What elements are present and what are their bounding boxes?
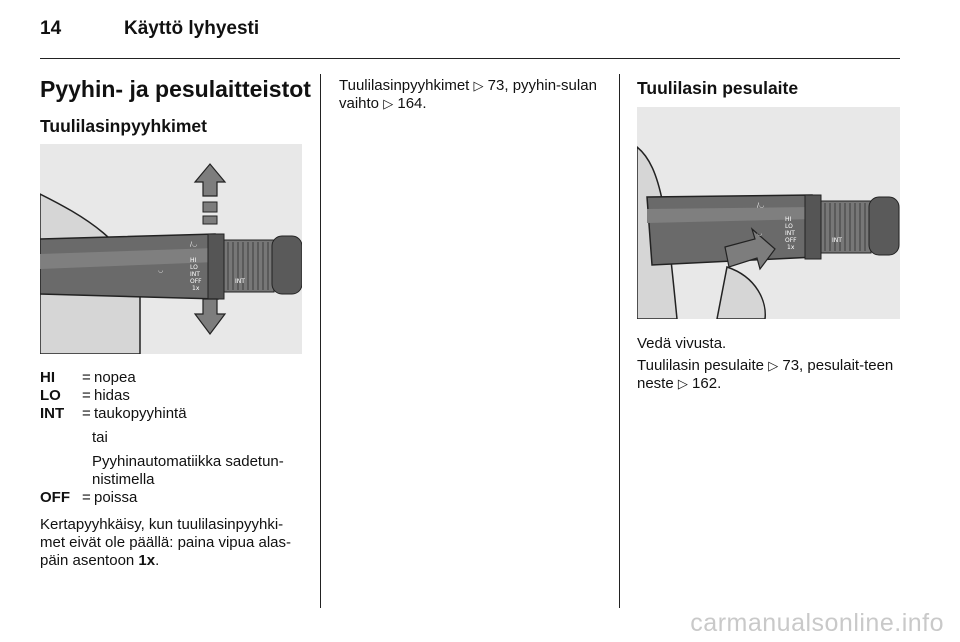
page-reference-icon: ▷ — [677, 376, 688, 391]
definition-eq: = — [82, 405, 91, 422]
watermark: carmanualsonline.info — [690, 609, 944, 637]
stalk-label-int-ring: INT — [235, 278, 245, 285]
wiper-references — [339, 77, 599, 113]
stalk-label-1x: 1x — [192, 285, 200, 292]
definition-list — [40, 369, 304, 507]
wiper-symbol-icon: ◡ — [158, 267, 164, 274]
washer-symbol-icon: /◡ — [757, 202, 765, 209]
header-divider — [40, 58, 900, 59]
stalk-label-hi: HI — [190, 257, 197, 264]
stalk-label-int-ring: INT — [832, 237, 842, 244]
stalk-label-off: OFF — [785, 237, 797, 244]
stalk-label-lo: LO — [190, 264, 198, 271]
page-reference-link[interactable]: 73 — [487, 77, 505, 94]
reference-text: Tuulilasinpyyhkimet — [339, 77, 474, 94]
washer-references — [637, 357, 899, 393]
stalk-label-1x: 1x — [787, 244, 795, 251]
stalk-label-hi: HI — [785, 216, 792, 223]
stalk-label-lo: LO — [785, 223, 793, 230]
definition-desc: hidas — [94, 387, 130, 404]
definition-desc: nopea — [94, 369, 136, 386]
definition-int — [40, 405, 304, 423]
page-reference-icon: ▷ — [473, 78, 484, 93]
reference-text: Tuulilasin pesulaite — [637, 357, 769, 374]
definition-lo — [40, 387, 304, 405]
chapter-title: Käyttö lyhyesti — [124, 18, 260, 39]
definition-int-or: tai — [92, 429, 108, 446]
page-reference-link[interactable]: 162 — [692, 375, 718, 392]
column-divider-1 — [320, 74, 321, 608]
definition-desc: taukopyyhintä — [94, 405, 187, 422]
single-wipe-note — [40, 516, 304, 570]
stalk-label-int: INT — [785, 230, 795, 237]
washer-stalk-illustration — [637, 107, 900, 319]
section-title: Pyyhin- ja pesulaitteistot — [40, 76, 311, 102]
page-reference-link[interactable]: 73 — [782, 357, 800, 374]
definition-desc: poissa — [94, 489, 138, 506]
reference-text: . — [422, 95, 427, 112]
wiper-symbol-icon: ◡ — [757, 230, 763, 237]
definition-term: HI — [40, 369, 55, 386]
definition-term: INT — [40, 405, 65, 422]
definition-hi — [40, 369, 304, 387]
definition-int-rain-sensor: Pyyhinautomatiikka sadetun-nistimella — [92, 453, 284, 488]
wiper-stalk-illustration — [40, 144, 302, 354]
page-header — [40, 18, 259, 40]
wipers-heading: Tuulilasinpyyhkimet — [40, 116, 207, 136]
definition-eq: = — [82, 489, 91, 506]
reference-text: . — [717, 375, 722, 392]
reference-text: , pesulait-teen neste — [637, 357, 894, 392]
stalk-label-int: INT — [190, 271, 200, 278]
column-divider-2 — [619, 74, 620, 608]
single-wipe-text: Kertapyyhkäisy, kun tuulilasinpyyhki-met eivät ole päällä: paina vipua alas-päin asentoon — [40, 516, 291, 569]
washer-instruction: Vedä vivusta. — [637, 335, 727, 352]
page-reference-link[interactable]: 164 — [397, 95, 423, 112]
stalk-label-off: OFF — [190, 278, 202, 285]
definition-off — [40, 489, 304, 507]
page-reference-icon: ▷ — [383, 96, 394, 111]
single-wipe-end: . — [155, 552, 160, 569]
page-reference-icon: ▷ — [768, 358, 779, 373]
single-wipe-position: 1x — [138, 552, 156, 569]
washer-symbol-icon: /◡ — [190, 241, 198, 248]
definition-eq: = — [82, 369, 91, 386]
definition-term: OFF — [40, 489, 70, 506]
reference-text: , pyyhin-sulan vaihto — [339, 77, 597, 112]
page-number: 14 — [40, 18, 62, 39]
definition-eq: = — [82, 387, 91, 404]
definition-term: LO — [40, 387, 61, 404]
washer-heading: Tuulilasin pesulaite — [637, 78, 799, 98]
